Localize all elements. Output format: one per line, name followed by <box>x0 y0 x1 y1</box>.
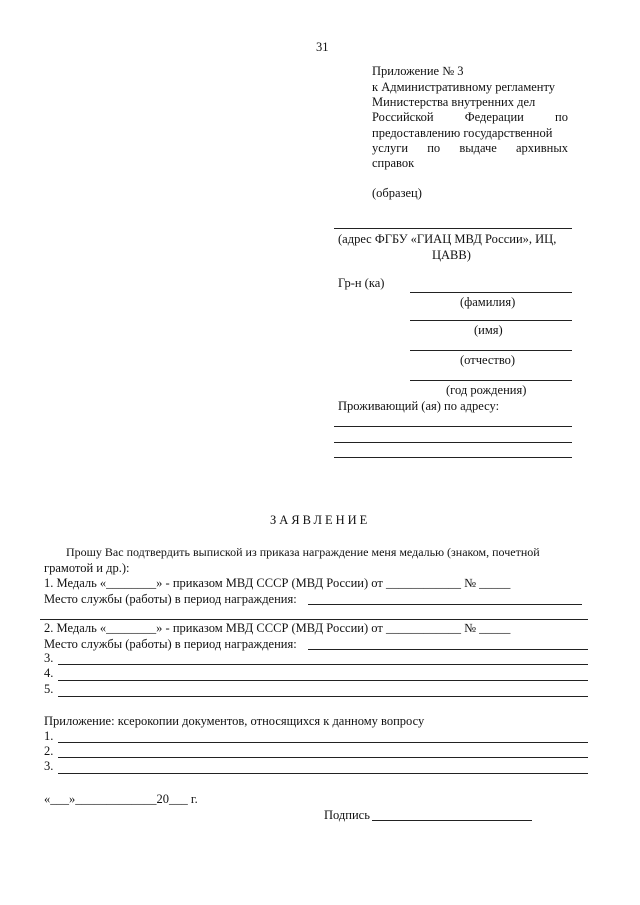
item-4-line <box>58 680 588 681</box>
appendix-word: по <box>555 110 568 124</box>
medal-2-line: 2. Медаль «________» - приказом МВД СССР (МВД России) от ____________ № _____ <box>44 621 511 635</box>
patronymic-caption: (отчество) <box>460 353 516 367</box>
attachment-item-1-line <box>58 742 588 743</box>
sample-label: (образец) <box>372 186 422 200</box>
birth-year-caption: (год рождения) <box>446 383 527 397</box>
residence-line-3 <box>334 457 572 458</box>
item-4-number: 4. <box>44 666 54 680</box>
request-text-2: грамотой и др.): <box>44 561 130 575</box>
appendix-word: выдаче <box>459 141 497 155</box>
item-5-line <box>58 696 588 697</box>
attachment-item-3-number: 3. <box>44 759 54 773</box>
item-3-line <box>58 664 588 665</box>
appendix-line-4 <box>372 110 568 125</box>
attachment-item-2-number: 2. <box>44 744 54 758</box>
service-2-line <box>308 649 588 650</box>
appendix-line-3: Министерства внутренних дел <box>372 95 536 109</box>
address-line <box>334 228 572 229</box>
statement-title: ЗАЯВЛЕНИЕ <box>270 513 371 527</box>
name-caption: (имя) <box>474 323 503 337</box>
attachment-item-1-number: 1. <box>44 729 54 743</box>
signature-line <box>372 820 532 821</box>
attachment-label: Приложение: ксерокопии документов, относящихся к данному вопросу <box>44 714 425 728</box>
service-1-extra-line <box>40 619 588 620</box>
address-label-2: ЦАВВ) <box>432 248 471 262</box>
attachment-item-3-line <box>58 773 588 774</box>
attachment-item-2-line <box>58 757 588 758</box>
birth-year-line <box>410 380 572 381</box>
residence-line-2 <box>334 442 572 443</box>
address-label-1: (адрес ФГБУ «ГИАЦ МВД России», ИЦ, <box>338 232 557 246</box>
surname-line <box>410 292 572 293</box>
appendix-line-5: предоставлению государственной <box>372 126 553 140</box>
residence-line-1 <box>334 426 572 427</box>
page-number: 31 <box>316 40 329 54</box>
appendix-line-6 <box>372 141 568 156</box>
appendix-line-7: справок <box>372 156 415 170</box>
appendix-word: по <box>427 141 441 155</box>
signature-label: Подпись <box>324 808 370 822</box>
service-1-line <box>308 604 582 605</box>
citizen-label: Гр-н (ка) <box>338 276 385 290</box>
appendix-word: архивных <box>515 141 568 155</box>
appendix-word: Федерации <box>464 110 524 124</box>
service-2-label: Место службы (работы) в период награждения: <box>44 637 297 651</box>
appendix-word: услуги <box>372 141 409 155</box>
patronymic-line <box>410 350 572 351</box>
name-line <box>410 320 572 321</box>
surname-caption: (фамилия) <box>460 295 516 309</box>
item-5-number: 5. <box>44 682 54 696</box>
appendix-line-1: Приложение № 3 <box>372 64 464 78</box>
residence-label: Проживающий (ая) по адресу: <box>338 399 500 413</box>
appendix-word: Российской <box>372 110 434 124</box>
service-1-label: Место службы (работы) в период награждения: <box>44 592 297 606</box>
date-line: «___»_____________20___ г. <box>44 792 198 806</box>
appendix-line-2: к Административному регламенту <box>372 80 556 94</box>
item-3-number: 3. <box>44 651 54 665</box>
medal-1-line: 1. Медаль «________» - приказом МВД СССР (МВД России) от ____________ № _____ <box>44 576 511 590</box>
request-text-1: Прошу Вас подтвердить выпиской из приказа награждение меня медалью (знаком, почетной <box>66 545 540 559</box>
